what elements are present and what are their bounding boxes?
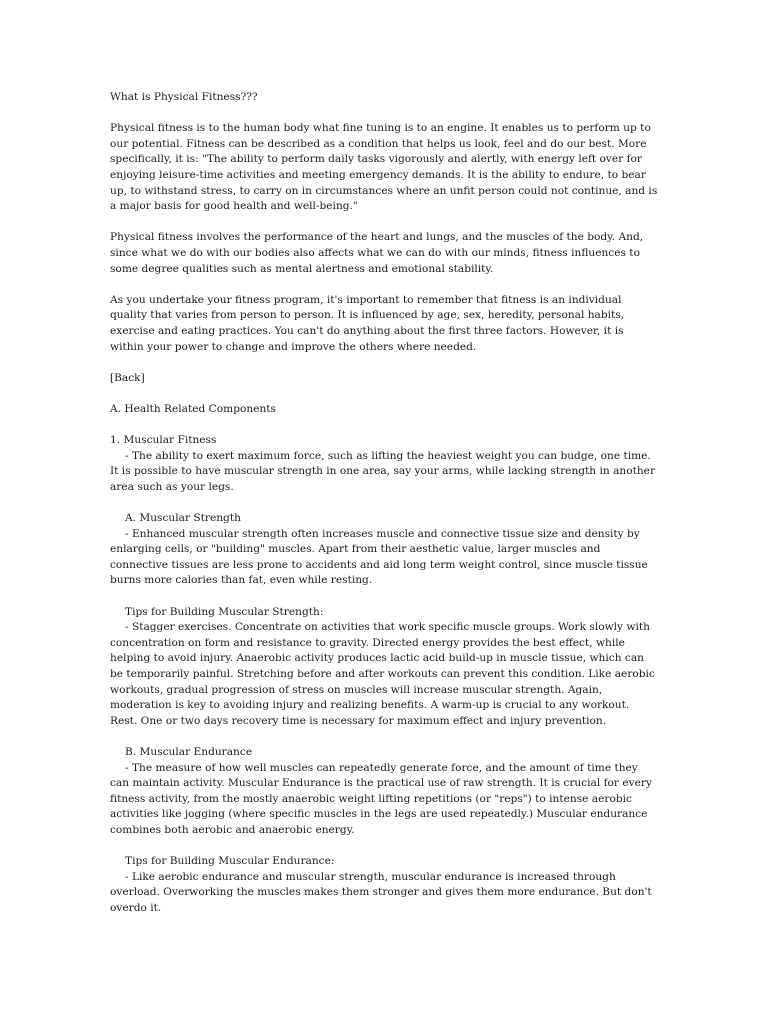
back-link[interactable]: [Back] — [110, 371, 145, 384]
section-heading-health: A. Health Related Components — [110, 402, 276, 415]
muscular-endurance-text: - The measure of how well muscles can repeatedly generate force, and the amount of time they can maintain activity. Muscular Endurance is the practical use of raw strength. It is crucial for every fitness activity, from the mostly anaerobic weight lifting repetitions (or "reps") to intense aerobic activities like jogging (where specific muscles in the legs are used repeatedly.) Muscular endurance combines both aerobic and anaerobic energy. — [110, 761, 652, 836]
individual-quality-paragraph: As you undertake your fitness program, it's important to remember that fitness is an individual quality that varies from person to person. It is influenced by age, sex, heredity, personal habits, exercise and eating practices. You can't do anything about the first three factors. However, it is within your power to change and improve the others where needed. — [110, 293, 625, 353]
muscular-strength-text: - Enhanced muscular strength often increases muscle and connective tissue size and density by enlarging cells, or "building" muscles. Apart from their aesthetic value, larger muscles and connective tissues are less prone to accidents and aid long term weight control, since muscle tissue burns more calories than fat, even while resting. — [110, 527, 648, 587]
muscular-fitness-section — [110, 433, 658, 495]
intro-paragraph: Physical fitness is to the human body what fine tuning is to an engine. It enables us to perform up to our potential. Fitness can be described as a condition that helps us look, feel and do our best. More specifically, it is: "The ability to perform daily tasks vigorously and alertly, with energy left over for enjoying leisure-time activities and meeting emergency demands. It is the ability to endure, to bear up, to withstand stress, to carry on in circumstances where an unfit person could not continue, and is a major basis for good health and well-being." — [110, 122, 658, 213]
tips-strength-title: Tips for Building Muscular Strength: — [125, 605, 324, 618]
tips-endurance-text: - Like aerobic endurance and muscular strength, muscular endurance is increased through overload. Overworking the muscles makes them stronger and gives them more endurance. But don't overdo it. — [110, 870, 652, 914]
muscular-fitness-text: - The ability to exert maximum force, such as lifting the heaviest weight you can budge, one time. It is possible to have muscular strength in one area, say your arms, while lacking strength in another area such as your legs. — [110, 449, 656, 493]
tips-strength-section — [110, 605, 658, 730]
heart-lungs-paragraph: Physical fitness involves the performance of the heart and lungs, and the muscles of the body. And, since what we do with our bodies also affects what we can do with our minds, fitness influences to some degree qualities such as mental alertness and emotional stability. — [110, 231, 644, 275]
tips-endurance-section — [110, 854, 658, 916]
tips-endurance-title: Tips for Building Muscular Endurance: — [125, 855, 335, 868]
muscular-strength-title: A. Muscular Strength — [125, 512, 241, 525]
muscular-endurance-title: B. Muscular Endurance — [125, 745, 253, 758]
muscular-fitness-title: 1. Muscular Fitness — [110, 434, 217, 447]
muscular-strength-section — [110, 511, 658, 589]
muscular-endurance-section — [110, 745, 658, 839]
tips-strength-text: - Stagger exercises. Concentrate on activities that work specific muscle groups. Work slowly with concentration on form and resistance to gravity. Directed energy provides the best effect, while helping to avoid injury. Anaerobic activity produces lactic acid build-up in muscle tissue, which can be temporarily painful. Stretching before and after workouts can prevent this condition. Like aerobic workouts, gradual progression of stress on muscles will increase muscular strength. Again, moderation is key to avoiding injury and realizing benefits. A warm-up is crucial to any workout. Rest. One or two days recovery time is necessary for maximum effect and injury prevention. — [110, 621, 655, 727]
document-page — [110, 90, 658, 932]
page-title: What is Physical Fitness??? — [110, 91, 258, 103]
